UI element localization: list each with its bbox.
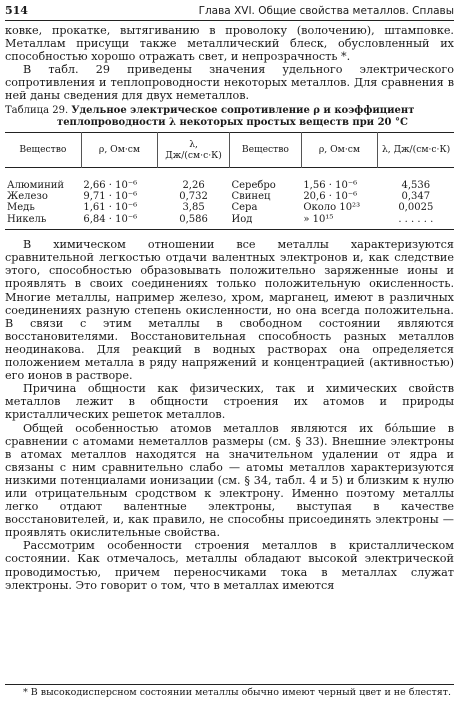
- table-header-row: [5, 132, 454, 167]
- table-cell: 20,6 · 10⁻⁶: [303, 190, 358, 202]
- table-row: [5, 214, 454, 230]
- table-cell: Иод: [231, 213, 253, 225]
- paragraph-1: ковке, прокатке, вытягиванию в проволоку (волочению), штамповке. Металлам присущи также металлический блеск, обусловленный их способностью хорошо отражать свет, и непрозрачность *.: [5, 24, 454, 64]
- th-substance-1: Вещество: [19, 144, 67, 156]
- footnote: [5, 684, 454, 699]
- document-page: [5, 4, 454, 698]
- paragraph-3: В химическом отношении все металлы характеризуются сравнительной легкостью отдачи валентных электронов и, как следствие этого, способностью образовывать положительно заряженные ионы и проявлять в своих соединениях только положительную окисленность. Многие металлы, например железо, хром, марганец, имеют в различных соединениях разную степень окисленности, но она всегда положительна. В связи с этим металлы в свободном состоянии являются восстановителями. Восстановительная способность разных металлов неодинакова. Для реакций в водных растворах она определяется положением металла в ряду напряжений и концентрацией (активностью) его ионов в растворе.: [5, 238, 454, 383]
- paragraph-4: Причина общности как физических, так и химических свойств металлов лежит в общности строения их атомов и природы кристаллических решеток металлов.: [5, 382, 454, 422]
- table-cell: Серебро: [231, 179, 276, 191]
- running-header: [5, 4, 454, 21]
- page-number: 514: [5, 4, 28, 17]
- table-cell: 1,61 · 10⁻⁶: [83, 202, 138, 214]
- table-cell: 0,347: [401, 190, 431, 202]
- table-cell: 6,84 · 10⁻⁶: [83, 213, 138, 225]
- table-cell: Медь: [7, 202, 35, 214]
- table-cell: » 10¹⁵: [303, 213, 334, 225]
- th-substance-2: Вещество: [229, 132, 301, 167]
- table-cell: . . . . . .: [398, 213, 434, 225]
- table-row: [5, 202, 454, 213]
- running-title: Глава XVI. Общие свойства металлов. Сплавы: [198, 5, 454, 17]
- table-cell: 0,0025: [398, 202, 434, 214]
- table-caption-line1: Удельное электрическое сопротивление ρ и коэффициент: [71, 104, 415, 116]
- table-cell: 2,66 · 10⁻⁶: [83, 179, 138, 191]
- th-conductivity-2: λ, Дж/(см·с·К): [378, 132, 454, 167]
- table-cell: 1,56 · 10⁻⁶: [303, 179, 358, 191]
- paragraph-2: В табл. 29 приведены значения удельного электрического сопротивления и теплопроводности некоторых металлов. Для сравнения в ней даны сведения для двух неметаллов.: [5, 63, 454, 103]
- th-resistivity-2: ρ, Ом·см: [301, 132, 377, 167]
- table-cell: Никель: [7, 213, 47, 225]
- table-cell: 2,26: [182, 179, 205, 191]
- paragraph-5: Общей особенностью атомов металлов являются их бо́льшие в сравнении с атомами неметаллов размеры (см. § 33). Внешние электроны в атомах металлов находятся на значительном удалении от ядра и связаны с ним сравнительно слабо — атомы металлов характеризуются низкими потенциалами ионизации (см. § 34, табл. 4 и 5) и близким к нулю или отрицательным сродством к электрону. Именно поэтому металлы легко отдают валентные электроны, выступая в качестве восстановителей, и, как правило, не способны присоединять электроны — проявлять окислительные свойства.: [5, 421, 454, 540]
- table-caption-label: Таблица 29.: [5, 104, 69, 116]
- table-row: [5, 191, 454, 202]
- table-cell: Железо: [7, 190, 48, 202]
- table-cell: 0,586: [179, 213, 208, 225]
- data-table: [5, 132, 454, 231]
- table-cell: Около 10²³: [303, 202, 361, 214]
- table-cell: Алюминий: [7, 179, 65, 191]
- table-cell: 3,85: [182, 202, 205, 214]
- footnote-text: * В высокодисперсном состоянии металлы обычно имеют черный цвет и не блестят.: [23, 687, 451, 698]
- table-cell: 9,71 · 10⁻⁶: [83, 190, 138, 202]
- table-cell: Свинец: [231, 190, 271, 202]
- th-conductivity-1: λ, Дж/(см·с·К): [158, 132, 230, 167]
- table-caption-line2: теплопроводности λ некоторых простых веществ при 20 °С: [57, 116, 408, 128]
- paragraph-6: Рассмотрим особенности строения металлов в кристаллическом состоянии. Как отмечалось, металлы обладают высокой электрической проводимостью, причем переносчиками тока в металлах служат электроны. Это говорит о том, что в металлах имеются: [5, 539, 454, 592]
- table-cell: 4,536: [401, 179, 431, 191]
- table-cell: 0,732: [179, 190, 208, 202]
- th-resistivity-1: ρ, Ом·см: [81, 132, 157, 167]
- table-row: [5, 167, 454, 191]
- table-cell: Сера: [231, 202, 258, 214]
- table-caption: [5, 105, 454, 129]
